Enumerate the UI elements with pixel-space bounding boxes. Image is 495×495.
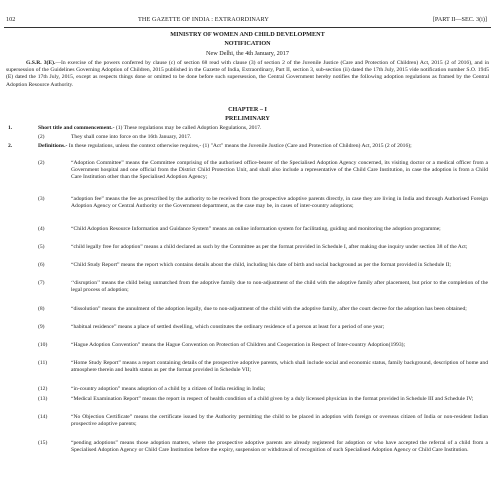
item-number: (13) bbox=[38, 396, 48, 402]
item-text: “Hague Adoption Convention” means the Hague Convention on Protection of Children and Cooperation in Respect of Inter-country Adoption(1993); bbox=[71, 342, 406, 348]
item-number: (2) bbox=[38, 134, 45, 140]
item-number: (11) bbox=[38, 360, 48, 366]
item-text: “in-country adoption” means adoption of a child by a citizen of India residing in India; bbox=[71, 386, 266, 392]
item-text: “Home Study Report” means a report containing details of the prospective adoptive parents, which shall include social and economic status, family background, description of home and atmosphere therein and health status as per the format provided in Schedule VII; bbox=[71, 360, 488, 374]
item-number: (6) bbox=[38, 262, 45, 268]
item-number: (5) bbox=[38, 244, 45, 250]
item-text: “Adoption Committee” means the Committee comprising of the authorised office-bearer of the Specialised Adoption Agency concerned, its visiting doctor or a medical officer from a Government hospital and one official from the District Child Protection Unit, and shall also include a representative of the Child Care Institution, in case the adoption is from a Child Care Institution other than the Specialised Adoption Agency; bbox=[71, 160, 488, 181]
chapter-heading: CHAPTER – I bbox=[228, 106, 267, 113]
item-text: “child legally free for adoption” means a child declared as such by the Committee as per the format provided in Schedule I, after making due inquiry under section 38 of the Act; bbox=[71, 244, 468, 250]
gsr-number: G.S.R. 3(E). bbox=[26, 60, 56, 66]
item-text: “adoption fee” means the fee as prescribed by the authority to be received from the prospective adoptive parents directly, in case they are living in India and through Authorised Foreign Adoption Agency or Central Authority or the Government department, as the case may be, in cases of inter-country adoptions; bbox=[71, 196, 488, 210]
item-number: (4) bbox=[38, 226, 45, 232]
item-text: “habitual residence” means a place of settled dwelling, which constitutes the ordinary residence of a person at least for a period of one year; bbox=[71, 324, 385, 330]
item-number: (12) bbox=[38, 386, 48, 392]
item-title: Definitions.- bbox=[38, 143, 68, 149]
item-text: They shall come into force on the 16th January, 2017. bbox=[71, 134, 192, 140]
item-text: “Medical Examination Report” means the report in respect of health condition of a child given by a duly licensed physician in the format provided in Schedule III and Schedule IV; bbox=[71, 396, 474, 402]
item-number: (9) bbox=[38, 324, 45, 330]
intro-paragraph bbox=[6, 60, 489, 89]
item-text: “dissolution” means the annulment of the adoption legally, due to non-adjustment of the child with the adoptive family, after the court decree for the adoption has been obtained; bbox=[71, 306, 467, 312]
header-rule bbox=[4, 27, 491, 28]
ministry-title: MINISTRY OF WOMEN AND CHILD DEVELOPMENT bbox=[170, 31, 325, 38]
item-text: “Child Adoption Resource Information and Guidance System” means an online information system for facilitating, guiding and monitoring the adoption programme; bbox=[71, 226, 441, 232]
item-text: “No Objection Certificate” means the certificate issued by the Authority permitting the child to be placed in adoption with foreign or overseas citizen of India or non-resident Indian prospective adoptive parents; bbox=[71, 414, 488, 428]
part-section: [PART II—SEC. 3(i)] bbox=[432, 16, 487, 23]
item-number: (14) bbox=[38, 414, 48, 420]
item-number: (15) bbox=[38, 440, 48, 446]
notification-title: NOTIFICATION bbox=[224, 40, 271, 47]
item-text: “pending adoptions” means those adoption matters, where the prospective adoptive parents are already registered for adoption or who have accepted the referral of a child from a Specialised Adoption Agency or Child Care Institution before the expiry, suspension or withdrawal of recognition of such Specialised Adoption Agency or Child Care Institution. bbox=[71, 440, 488, 454]
intro-text: —In exercise of the powers conferred by clause (c) of section 68 read with clause (3) of section 2 of the Juvenile Justice (Care and Protection of Children) Act, 2015 (2 of 2016), and in supersession of the Guidelines Governing Adoption of Children, 2015 published in the Gazette of India, Extraordinary, Part II, section 3, sub-section (ii) dated the 17th July, 2015 vide notification number S.O. 1945 (E) dated the 17th July, 2015, except as respects things done or omitted to be done before such supersession, the Central Government hereby notifies the following adoption regulations as framed by the Central Adoption Resource Authority. bbox=[6, 60, 489, 88]
item-number: 1. bbox=[8, 125, 13, 131]
item-body: In these regulations, unless the context otherwise requires,- (1) "Act" means the Juvenile Justice (Care and Protection of Children) Act, 2015 (2 of 2016); bbox=[67, 143, 412, 149]
item-number: (8) bbox=[38, 306, 45, 312]
item-text: “Child Study Report” means the report which contains details about the child, including his date of birth and social background as per the format provided in Schedule II; bbox=[71, 262, 451, 268]
item-number: (2) bbox=[38, 160, 45, 166]
item-text bbox=[38, 125, 488, 132]
item-title: Short title and commencement.- bbox=[38, 125, 115, 131]
place-date: New Delhi, the 4th January, 2017 bbox=[206, 50, 289, 57]
item-number: (7) bbox=[38, 280, 45, 286]
item-number: 2. bbox=[8, 143, 13, 149]
item-text: ‘‘disruption’’ means the child being unmatched from the adoptive family due to non-adjustment of the child with the adoptive family after placement, but prior to the completion of the legal process of adoption; bbox=[71, 280, 488, 294]
page-number: 102 bbox=[6, 16, 16, 23]
item-number: (3) bbox=[38, 196, 45, 202]
gazette-title: THE GAZETTE OF INDIA : EXTRAORDINARY bbox=[138, 16, 269, 23]
item-body: (1) These regulations may be called Adoption Regulations, 2017. bbox=[114, 125, 262, 131]
item-text bbox=[38, 143, 488, 150]
chapter-title: PRELIMINARY bbox=[225, 115, 270, 122]
item-number: (10) bbox=[38, 342, 48, 348]
